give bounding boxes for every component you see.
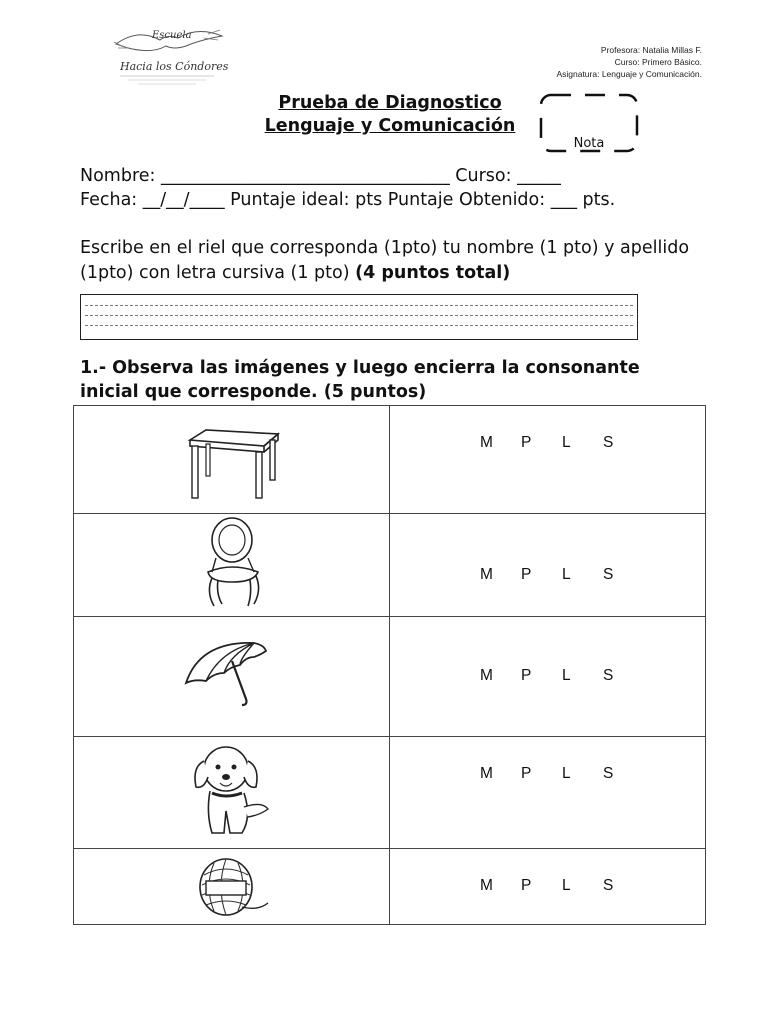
letter-option[interactable]: S [603, 877, 614, 894]
rail-line [85, 305, 633, 306]
yarn-ball-picture [192, 851, 272, 923]
image-cell [74, 617, 390, 737]
letter-option[interactable]: P [521, 566, 532, 583]
letter-option[interactable]: M [480, 566, 493, 583]
date-score-field[interactable]: Fecha: __/__/____ Puntaje ideal: pts Puntaje Obtenido: ___ pts. [80, 190, 616, 210]
letter-option[interactable]: L [562, 877, 571, 894]
letter-option[interactable]: S [603, 434, 614, 451]
letters-cell [390, 406, 706, 514]
letters-cell [390, 617, 706, 737]
table-row [74, 737, 706, 849]
letter-option[interactable]: M [480, 434, 493, 451]
grade-label: Nota [573, 136, 605, 151]
letter-options [480, 434, 644, 452]
image-cell [74, 849, 390, 925]
letter-option[interactable]: S [603, 667, 614, 684]
letter-option[interactable]: S [603, 765, 614, 782]
title-line-1: Prueba de Diagnostico [278, 93, 502, 113]
dog-picture [182, 737, 282, 847]
image-cell [74, 514, 390, 617]
image-cell [74, 737, 390, 849]
letter-option[interactable]: P [521, 877, 532, 894]
letters-cell [390, 514, 706, 617]
letter-option[interactable]: L [562, 667, 571, 684]
name-course-field[interactable]: Nombre: _________________________________ Curso: _____ [80, 166, 561, 186]
chair-picture [192, 516, 272, 612]
writing-rail[interactable] [80, 294, 638, 340]
school-logo [108, 24, 228, 88]
table-row [74, 406, 706, 514]
table-row [74, 514, 706, 617]
image-cell [74, 406, 390, 514]
answer-table [73, 405, 706, 925]
question-1: 1.- Observa las imágenes y luego encierra la consonante inicial que corresponde. (5 puntos) [80, 358, 640, 402]
letter-option[interactable]: M [480, 877, 493, 894]
letter-option[interactable]: P [521, 434, 532, 451]
letter-options [480, 667, 644, 685]
instruction-points: (4 puntos total) [355, 263, 511, 283]
letter-option[interactable]: P [521, 765, 532, 782]
school-name-2: Hacia los Cóndores [120, 60, 228, 73]
subject-line: Asignatura: Lenguaje y Comunicación. [556, 69, 702, 79]
table-picture [184, 426, 280, 502]
table-row [74, 617, 706, 737]
letter-option[interactable]: L [562, 566, 571, 583]
letter-option[interactable]: M [480, 667, 493, 684]
letter-option[interactable]: M [480, 765, 493, 782]
teacher-line: Profesora: Natalia Millas F. [600, 45, 702, 55]
instruction-body: Escribe en el riel que corresponda (1pto) tu nombre (1 pto) y apellido (1pto) con letra cursiva (1 pto) [80, 238, 690, 283]
letter-option[interactable]: L [562, 765, 571, 782]
letter-options [480, 765, 644, 783]
letter-option[interactable]: P [521, 667, 532, 684]
letters-cell [390, 849, 706, 925]
table-row [74, 849, 706, 925]
header-info [556, 44, 702, 80]
letter-option[interactable]: L [562, 434, 571, 451]
instruction-text [80, 236, 710, 286]
umbrella-picture [180, 621, 284, 731]
school-name-1: Escuela [152, 30, 192, 41]
page-title [240, 92, 540, 138]
rail-line [85, 315, 633, 316]
letter-option[interactable]: S [603, 566, 614, 583]
title-line-2: Lenguaje y Comunicación [264, 116, 516, 136]
letter-options [480, 566, 644, 584]
course-line: Curso: Primero Básico. [614, 57, 702, 67]
rail-line [85, 325, 633, 326]
letter-options [480, 877, 644, 895]
letters-cell [390, 737, 706, 849]
